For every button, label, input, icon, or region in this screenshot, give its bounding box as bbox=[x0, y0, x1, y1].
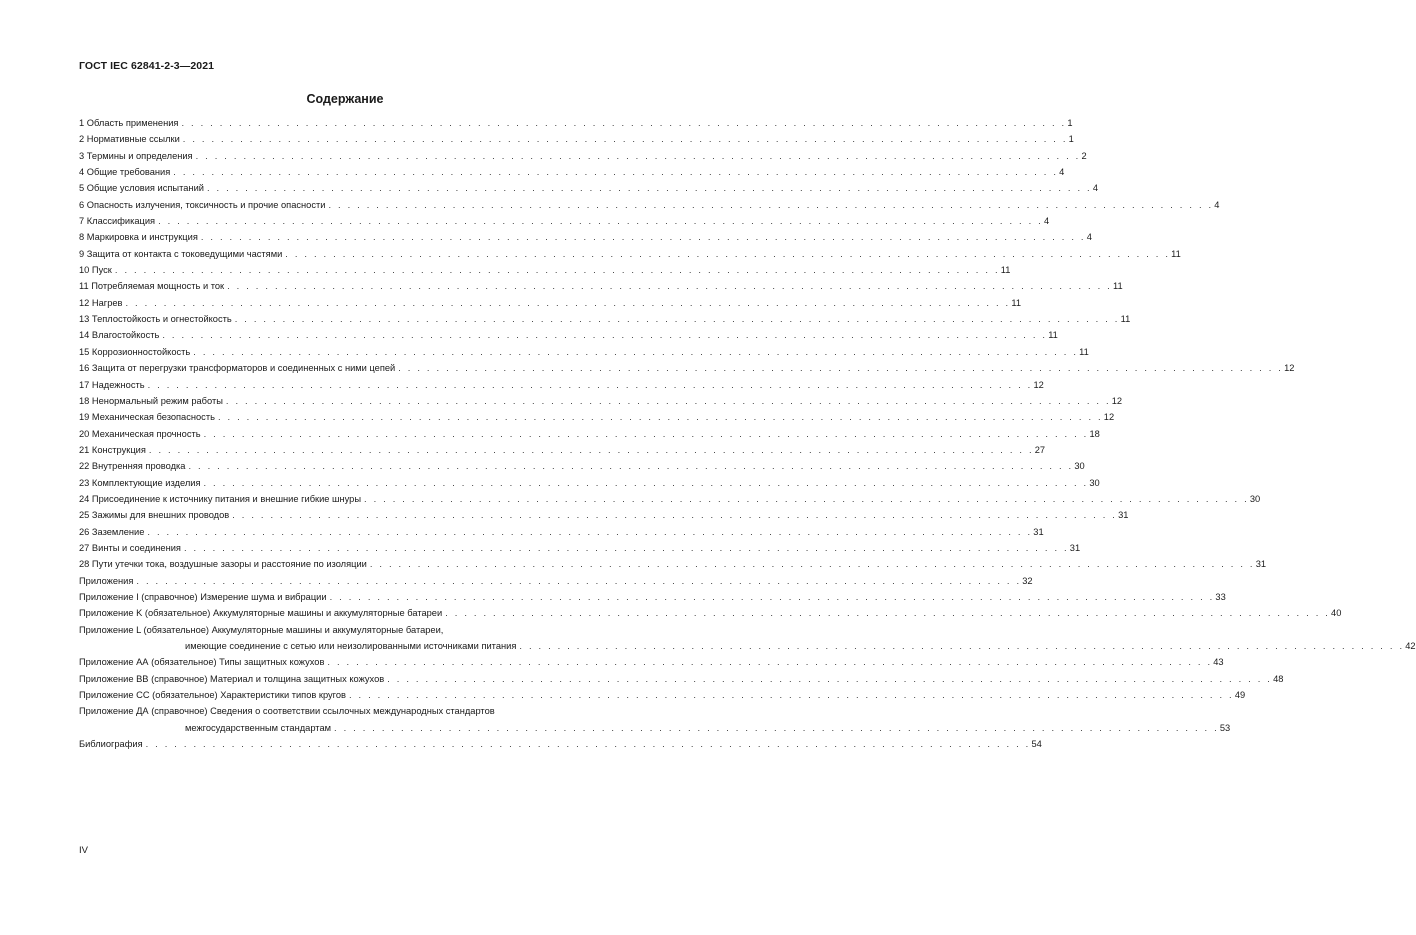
toc-entry-page: 27 bbox=[1034, 442, 1045, 458]
toc-entry-title: 18 Ненормальный режим работы bbox=[79, 393, 226, 409]
toc-entry[interactable] bbox=[79, 115, 1073, 131]
dot-leader: . . . . . . . . . . . . . . . . . . . . . . . . . . . . . . . . . . . . . . . . . . . . . . . . . . . . . . . . . . . . . . . . . . . . . . . . . . . . . . . . . . . . . . . . . . . . . bbox=[232, 510, 1118, 521]
toc-title: Содержание bbox=[306, 92, 384, 106]
toc-entry-page: 12 bbox=[1032, 377, 1043, 393]
toc-entry-page: 18 bbox=[1088, 426, 1099, 442]
dot-leader: . . . . . . . . . . . . . . . . . . . . . . . . . . . . . . . . . . . . . . . . . . . . . . . . . . . . . . . . . . . . . . . . . . . . . . . . . . . . . . . . . . . . . . . . . . . . . bbox=[148, 444, 1034, 455]
toc-entry-title: 28 Пути утечки тока, воздушные зазоры и расстояние по изоляции bbox=[79, 556, 370, 572]
toc-entry[interactable] bbox=[79, 344, 1089, 360]
toc-entry[interactable] bbox=[79, 180, 1098, 196]
toc-entry-title: 21 Конструкция bbox=[79, 442, 149, 458]
toc-entry-title: 5 Общие условия испытаний bbox=[79, 180, 207, 196]
toc-entry-title: межгосударственным стандартам bbox=[79, 720, 334, 736]
toc-entry-title: 6 Опасность излучения, токсичность и прочие опасности bbox=[79, 197, 328, 213]
toc-entry-title: 15 Коррозионностойкость bbox=[79, 344, 193, 360]
toc-entry[interactable] bbox=[79, 540, 1081, 556]
toc-entry-title: 19 Механическая безопасность bbox=[79, 409, 218, 425]
toc-entry-title: 3 Термины и определения bbox=[79, 148, 196, 164]
toc-entry-page: 12 bbox=[1283, 360, 1294, 376]
toc-entry-title: 9 Защита от контакта с токоведущими частями bbox=[79, 246, 285, 262]
toc-entry-annex-da-line1: Приложение ДА (справочное) Сведения о соответствии ссылочных международных стандартов bbox=[79, 706, 495, 717]
toc-entry[interactable] bbox=[79, 573, 1033, 589]
toc-entry[interactable] bbox=[79, 393, 1123, 409]
toc-entry-title: 2 Нормативные ссылки bbox=[79, 131, 183, 147]
dot-leader: . . . . . . . . . . . . . . . . . . . . . . . . . . . . . . . . . . . . . . . . . . . . . . . . . . . . . . . . . . . . . . . . . . . . . . . . . . . . . . . . . . . . . . . . . . . . . bbox=[125, 297, 1011, 308]
dot-leader: . . . . . . . . . . . . . . . . . . . . . . . . . . . . . . . . . . . . . . . . . . . . . . . . . . . . . . . . . . . . . . . . . . . . . . . . . . . . . . . . . . . . . . . . . . . . . bbox=[225, 395, 1111, 406]
toc-entry-page: 30 bbox=[1249, 491, 1260, 507]
toc-entry[interactable] bbox=[79, 311, 1131, 327]
toc-entry[interactable] bbox=[79, 654, 1224, 670]
toc-entry[interactable] bbox=[79, 229, 1092, 245]
toc-entry-title: 11 Потребляемая мощность и ток bbox=[79, 278, 227, 294]
toc-entry-page: 30 bbox=[1073, 458, 1084, 474]
toc-entry-title: 25 Зажимы для внешних проводов bbox=[79, 507, 232, 523]
toc-entry[interactable] bbox=[79, 442, 1046, 458]
toc-entry-page: 32 bbox=[1021, 573, 1032, 589]
toc-entry[interactable] bbox=[79, 278, 1123, 294]
toc-entry-title: 27 Винты и соединения bbox=[79, 540, 184, 556]
dot-leader: . . . . . . . . . . . . . . . . . . . . . . . . . . . . . . . . . . . . . . . . . . . . . . . . . . . . . . . . . . . . . . . . . . . . . . . . . . . . . . . . . . . . . . . . . . . . . bbox=[364, 493, 1249, 504]
dot-leader: . . . . . . . . . . . . . . . . . . . . . . . . . . . . . . . . . . . . . . . . . . . . . . . . . . . . . . . . . . . . . . . . . . . . . . . . . . . . . . . . . . . . . . . . . . . . . bbox=[234, 314, 1120, 325]
toc-entry-title: 12 Нагрев bbox=[79, 295, 125, 311]
dot-leader: . . . . . . . . . . . . . . . . . . . . . . . . . . . . . . . . . . . . . . . . . . . . . . . . . . . . . . . . . . . . . . . . . . . . . . . . . . . . . . . . . . . . . . . . . . . . . bbox=[445, 608, 1331, 619]
toc-entry[interactable] bbox=[79, 262, 1011, 278]
toc-entry[interactable] bbox=[79, 524, 1044, 540]
toc-entry-page: 48 bbox=[1272, 671, 1283, 687]
toc-entry-page: 53 bbox=[1219, 720, 1230, 736]
dot-leader: . . . . . . . . . . . . . . . . . . . . . . . . . . . . . . . . . . . . . . . . . . . . . . . . . . . . . . . . . . . . . . . . . . . . . . . . . . . . . . . . . . . . . . . . . . . . . bbox=[329, 591, 1215, 602]
toc-entry-title: 16 Защита от перегрузки трансформаторов и соединенных с ними цепей bbox=[79, 360, 398, 376]
toc-entry[interactable] bbox=[79, 426, 1100, 442]
toc-entry-title: Приложение K (обязательное) Аккумуляторные машины и аккумуляторные батареи bbox=[79, 605, 445, 621]
toc-entry-page: 49 bbox=[1234, 687, 1245, 703]
toc-entry[interactable] bbox=[79, 491, 1261, 507]
toc-entry[interactable] bbox=[79, 507, 1129, 523]
dot-leader: . . . . . . . . . . . . . . . . . . . . . . . . . . . . . . . . . . . . . . . . . . . . . . . . . . . . . . . . . . . . . . . . . . . . . . . . . . . . . . . . . . . . . . . . . . . . . bbox=[147, 379, 1033, 390]
toc-entry-title: 14 Влагостойкость bbox=[79, 327, 162, 343]
toc-entry[interactable] bbox=[79, 556, 1267, 572]
toc-entry-page: 4 bbox=[1213, 197, 1219, 213]
dot-leader: . . . . . . . . . . . . . . . . . . . . . . . . . . . . . . . . . . . . . . . . . . . . . . . . . . . . . . . . . . . . . . . . . . . . . . . . . . . . . . . . . . . . . . . . . . . . . bbox=[182, 134, 1068, 145]
dot-leader: . . . . . . . . . . . . . . . . . . . . . . . . . . . . . . . . . . . . . . . . . . . . . . . . . . . . . . . . . . . . . . . . . . . . . . . . . . . . . . . . . . . . . . . . . . . . . bbox=[158, 216, 1043, 227]
dot-leader: . . . . . . . . . . . . . . . . . . . . . . . . . . . . . . . . . . . . . . . . . . . . . . . . . . . . . . . . . . . . . . . . . . . . . . . . . . . . . . . . . . . . . . . . . . . . . bbox=[334, 722, 1219, 733]
toc-entry-title: 17 Надежность bbox=[79, 377, 148, 393]
toc-entry-title: 23 Комплектующие изделия bbox=[79, 475, 203, 491]
toc-entry-page: 42 bbox=[1404, 638, 1415, 654]
dot-leader: . . . . . . . . . . . . . . . . . . . . . . . . . . . . . . . . . . . . . . . . . . . . . . . . . . . . . . . . . . . . . . . . . . . . . . . . . . . . . . . . . . . . . . . . . . . . . bbox=[183, 542, 1069, 553]
dot-leader: . . . . . . . . . . . . . . . . . . . . . . . . . . . . . . . . . . . . . . . . . . . . . . . . . . . . . . . . . . . . . . . . . . . . . . . . . . . . . . . . . . . . . . . . . . . . . bbox=[206, 183, 1092, 194]
dot-leader: . . . . . . . . . . . . . . . . . . . . . . . . . . . . . . . . . . . . . . . . . . . . . . . . . . . . . . . . . . . . . . . . . . . . . . . . . . . . . . . . . . . . . . . . . . . . . bbox=[195, 150, 1081, 161]
dot-leader: . . . . . . . . . . . . . . . . . . . . . . . . . . . . . . . . . . . . . . . . . . . . . . . . . . . . . . . . . . . . . . . . . . . . . . . . . . . . . . . . . . . . . . . . . . . . . bbox=[181, 118, 1067, 128]
toc-entry[interactable] bbox=[79, 246, 1181, 262]
toc-entry[interactable] bbox=[79, 409, 1115, 425]
toc-entry[interactable] bbox=[79, 605, 1342, 621]
toc-entry-title: 22 Внутренняя проводка bbox=[79, 458, 188, 474]
toc-entry[interactable] bbox=[79, 360, 1295, 376]
toc-entry-title: Приложение ВВ (справочное) Материал и толщина защитных кожухов bbox=[79, 671, 387, 687]
toc-entry-title: 13 Теплостойкость и огнестойкость bbox=[79, 311, 235, 327]
dot-leader: . . . . . . . . . . . . . . . . . . . . . . . . . . . . . . . . . . . . . . . . . . . . . . . . . . . . . . . . . . . . . . . . . . . . . . . . . . . . . . . . . . . . . . . . . . . . . bbox=[145, 739, 1031, 750]
toc-entry-title: имеющие соединение с сетью или неизолированными источниками питания bbox=[79, 638, 519, 654]
toc-entry-page: 2 bbox=[1080, 148, 1086, 164]
toc-entry[interactable] bbox=[79, 164, 1065, 180]
toc-entry-title: 7 Классификация bbox=[79, 213, 158, 229]
toc-entry-annex-l-line1: Приложение L (обязательное) Аккумуляторные машины и аккумуляторные батареи, bbox=[79, 624, 444, 635]
toc-entry-title: 26 Заземление bbox=[79, 524, 147, 540]
toc-entry-page: 12 bbox=[1103, 409, 1114, 425]
toc-entry-page: 11 bbox=[1120, 311, 1131, 327]
dot-leader: . . . . . . . . . . . . . . . . . . . . . . . . . . . . . . . . . . . . . . . . . . . . . . . . . . . . . . . . . . . . . . . . . . . . . . . . . . . . . . . . . . . . . . . . . . . . . bbox=[227, 281, 1112, 292]
toc-entry-page: 43 bbox=[1212, 654, 1223, 670]
table-of-contents bbox=[79, 115, 1416, 752]
page-number: IV bbox=[79, 845, 88, 856]
dot-leader: . . . . . . . . . . . . . . . . . . . . . . . . . . . . . . . . . . . . . . . . . . . . . . . . . . . . . . . . . . . . . . . . . . . . . . . . . . . . . . . . . . . . . . . . . . . . . bbox=[328, 199, 1214, 210]
toc-entry-page: 11 bbox=[1010, 295, 1021, 311]
toc-entry[interactable] bbox=[79, 377, 1044, 393]
dot-leader: . . . . . . . . . . . . . . . . . . . . . . . . . . . . . . . . . . . . . . . . . . . . . . . . . . . . . . . . . . . . . . . . . . . . . . . . . . . . . . . . . . . . . . . . . . . . . bbox=[173, 167, 1059, 178]
toc-entry-page: 31 bbox=[1117, 507, 1128, 523]
dot-leader: . . . . . . . . . . . . . . . . . . . . . . . . . . . . . . . . . . . . . . . . . . . . . . . . . . . . . . . . . . . . . . . . . . . . . . . . . . . . . . . . . . . . . . . . . . . . . bbox=[188, 461, 1074, 472]
toc-entry[interactable] bbox=[79, 327, 1058, 343]
dot-leader: . . . . . . . . . . . . . . . . . . . . . . . . . . . . . . . . . . . . . . . . . . . . . . . . . . . . . . . . . . . . . . . . . . . . . . . . . . . . . . . . . . . . . . . . . . . . . bbox=[519, 641, 1405, 651]
dot-leader: . . . . . . . . . . . . . . . . . . . . . . . . . . . . . . . . . . . . . . . . . . . . . . . . . . . . . . . . . . . . . . . . . . . . . . . . . . . . . . . . . . . . . . . . . . . . . bbox=[327, 657, 1213, 668]
toc-entry-title: 4 Общие требования bbox=[79, 164, 173, 180]
toc-entry-page: 30 bbox=[1088, 475, 1099, 491]
toc-entry[interactable] bbox=[79, 589, 1226, 605]
toc-entry-page: 11 bbox=[1047, 327, 1058, 343]
toc-entry[interactable] bbox=[79, 638, 1416, 654]
toc-entry-title: Библиография bbox=[79, 736, 146, 752]
toc-entry-page: 54 bbox=[1030, 736, 1041, 752]
toc-entry-page: 31 bbox=[1069, 540, 1080, 556]
toc-entry-title: 1 Область применения bbox=[79, 115, 181, 131]
dot-leader: . . . . . . . . . . . . . . . . . . . . . . . . . . . . . . . . . . . . . . . . . . . . . . . . . . . . . . . . . . . . . . . . . . . . . . . . . . . . . . . . . . . . . . . . . . . . . bbox=[147, 526, 1033, 537]
dot-leader: . . . . . . . . . . . . . . . . . . . . . . . . . . . . . . . . . . . . . . . . . . . . . . . . . . . . . . . . . . . . . . . . . . . . . . . . . . . . . . . . . . . . . . . . . . . . . bbox=[200, 232, 1086, 243]
dot-leader: . . . . . . . . . . . . . . . . . . . . . . . . . . . . . . . . . . . . . . . . . . . . . . . . . . . . . . . . . . . . . . . . . . . . . . . . . . . . . . . . . . . . . . . . . . . . . bbox=[136, 575, 1022, 586]
toc-entry-page: 31 bbox=[1255, 556, 1266, 572]
toc-entry-page: 4 bbox=[1086, 229, 1092, 245]
toc-entry-page: 4 bbox=[1058, 164, 1064, 180]
toc-entry[interactable] bbox=[79, 720, 1231, 736]
toc-entry-title: 20 Механическая прочность bbox=[79, 426, 204, 442]
toc-entry-page: 1 bbox=[1066, 115, 1072, 131]
toc-entry[interactable] bbox=[79, 213, 1050, 229]
dot-leader: . . . . . . . . . . . . . . . . . . . . . . . . . . . . . . . . . . . . . . . . . . . . . . . . . . . . . . . . . . . . . . . . . . . . . . . . . . . . . . . . . . . . . . . . . . . . . bbox=[203, 428, 1089, 439]
dot-leader: . . . . . . . . . . . . . . . . . . . . . . . . . . . . . . . . . . . . . . . . . . . . . . . . . . . . . . . . . . . . . . . . . . . . . . . . . . . . . . . . . . . . . . . . . . . . . bbox=[398, 363, 1284, 374]
toc-entry[interactable] bbox=[79, 671, 1284, 687]
toc-entry-page: 11 bbox=[1000, 262, 1011, 278]
dot-leader: . . . . . . . . . . . . . . . . . . . . . . . . . . . . . . . . . . . . . . . . . . . . . . . . . . . . . . . . . . . . . . . . . . . . . . . . . . . . . . . . . . . . . . . . . . . . . bbox=[114, 265, 1000, 276]
dot-leader: . . . . . . . . . . . . . . . . . . . . . . . . . . . . . . . . . . . . . . . . . . . . . . . . . . . . . . . . . . . . . . . . . . . . . . . . . . . . . . . . . . . . . . . . . . . . . bbox=[217, 412, 1103, 423]
toc-entry-title: Приложение I (справочное) Измерение шума и вибрации bbox=[79, 589, 330, 605]
toc-entry-title: 8 Маркировка и инструкция bbox=[79, 229, 201, 245]
toc-entry-page: 33 bbox=[1214, 589, 1225, 605]
toc-entry-page: 11 bbox=[1112, 278, 1123, 294]
toc-entry[interactable] bbox=[79, 148, 1087, 164]
toc-entry-title: 24 Присоединение к источнику питания и внешние гибкие шнуры bbox=[79, 491, 364, 507]
dot-leader: . . . . . . . . . . . . . . . . . . . . . . . . . . . . . . . . . . . . . . . . . . . . . . . . . . . . . . . . . . . . . . . . . . . . . . . . . . . . . . . . . . . . . . . . . . . . . bbox=[203, 477, 1089, 488]
toc-entry-title: 10 Пуск bbox=[79, 262, 115, 278]
standard-code-header: ГОСТ IEC 62841-2-3—2021 bbox=[79, 60, 215, 72]
dot-leader: . . . . . . . . . . . . . . . . . . . . . . . . . . . . . . . . . . . . . . . . . . . . . . . . . . . . . . . . . . . . . . . . . . . . . . . . . . . . . . . . . . . . . . . . . . . . . bbox=[348, 690, 1234, 701]
toc-entry-page: 4 bbox=[1043, 213, 1049, 229]
toc-entry-page: 4 bbox=[1092, 180, 1098, 196]
toc-entry-page: 40 bbox=[1330, 605, 1341, 621]
toc-entry-page: 12 bbox=[1111, 393, 1122, 409]
toc-entry-title: Приложение АА (обязательное) Типы защитных кожухов bbox=[79, 654, 327, 670]
toc-entry[interactable] bbox=[79, 197, 1220, 213]
toc-entry[interactable] bbox=[79, 736, 1042, 752]
dot-leader: . . . . . . . . . . . . . . . . . . . . . . . . . . . . . . . . . . . . . . . . . . . . . . . . . . . . . . . . . . . . . . . . . . . . . . . . . . . . . . . . . . . . . . . . . . . . . bbox=[387, 673, 1273, 684]
dot-leader: . . . . . . . . . . . . . . . . . . . . . . . . . . . . . . . . . . . . . . . . . . . . . . . . . . . . . . . . . . . . . . . . . . . . . . . . . . . . . . . . . . . . . . . . . . . . . bbox=[162, 330, 1048, 341]
toc-entry[interactable] bbox=[79, 687, 1246, 703]
toc-entry[interactable] bbox=[79, 475, 1100, 491]
toc-entry-page: 11 bbox=[1078, 344, 1089, 360]
toc-entry-page: 1 bbox=[1068, 131, 1074, 147]
dot-leader: . . . . . . . . . . . . . . . . . . . . . . . . . . . . . . . . . . . . . . . . . . . . . . . . . . . . . . . . . . . . . . . . . . . . . . . . . . . . . . . . . . . . . . . . . . . . . bbox=[285, 248, 1171, 259]
toc-entry[interactable] bbox=[79, 458, 1085, 474]
toc-entry-page: 31 bbox=[1032, 524, 1043, 540]
toc-entry-title: Приложение СС (обязательное) Характеристики типов кругов bbox=[79, 687, 349, 703]
toc-entry-page: 11 bbox=[1170, 246, 1181, 262]
toc-entry-title: Приложения bbox=[79, 573, 136, 589]
toc-entry[interactable] bbox=[79, 131, 1074, 147]
dot-leader: . . . . . . . . . . . . . . . . . . . . . . . . . . . . . . . . . . . . . . . . . . . . . . . . . . . . . . . . . . . . . . . . . . . . . . . . . . . . . . . . . . . . . . . . . . . . . bbox=[193, 346, 1079, 357]
toc-entry[interactable] bbox=[79, 295, 1021, 311]
dot-leader: . . . . . . . . . . . . . . . . . . . . . . . . . . . . . . . . . . . . . . . . . . . . . . . . . . . . . . . . . . . . . . . . . . . . . . . . . . . . . . . . . . . . . . . . . . . . . bbox=[369, 559, 1255, 570]
